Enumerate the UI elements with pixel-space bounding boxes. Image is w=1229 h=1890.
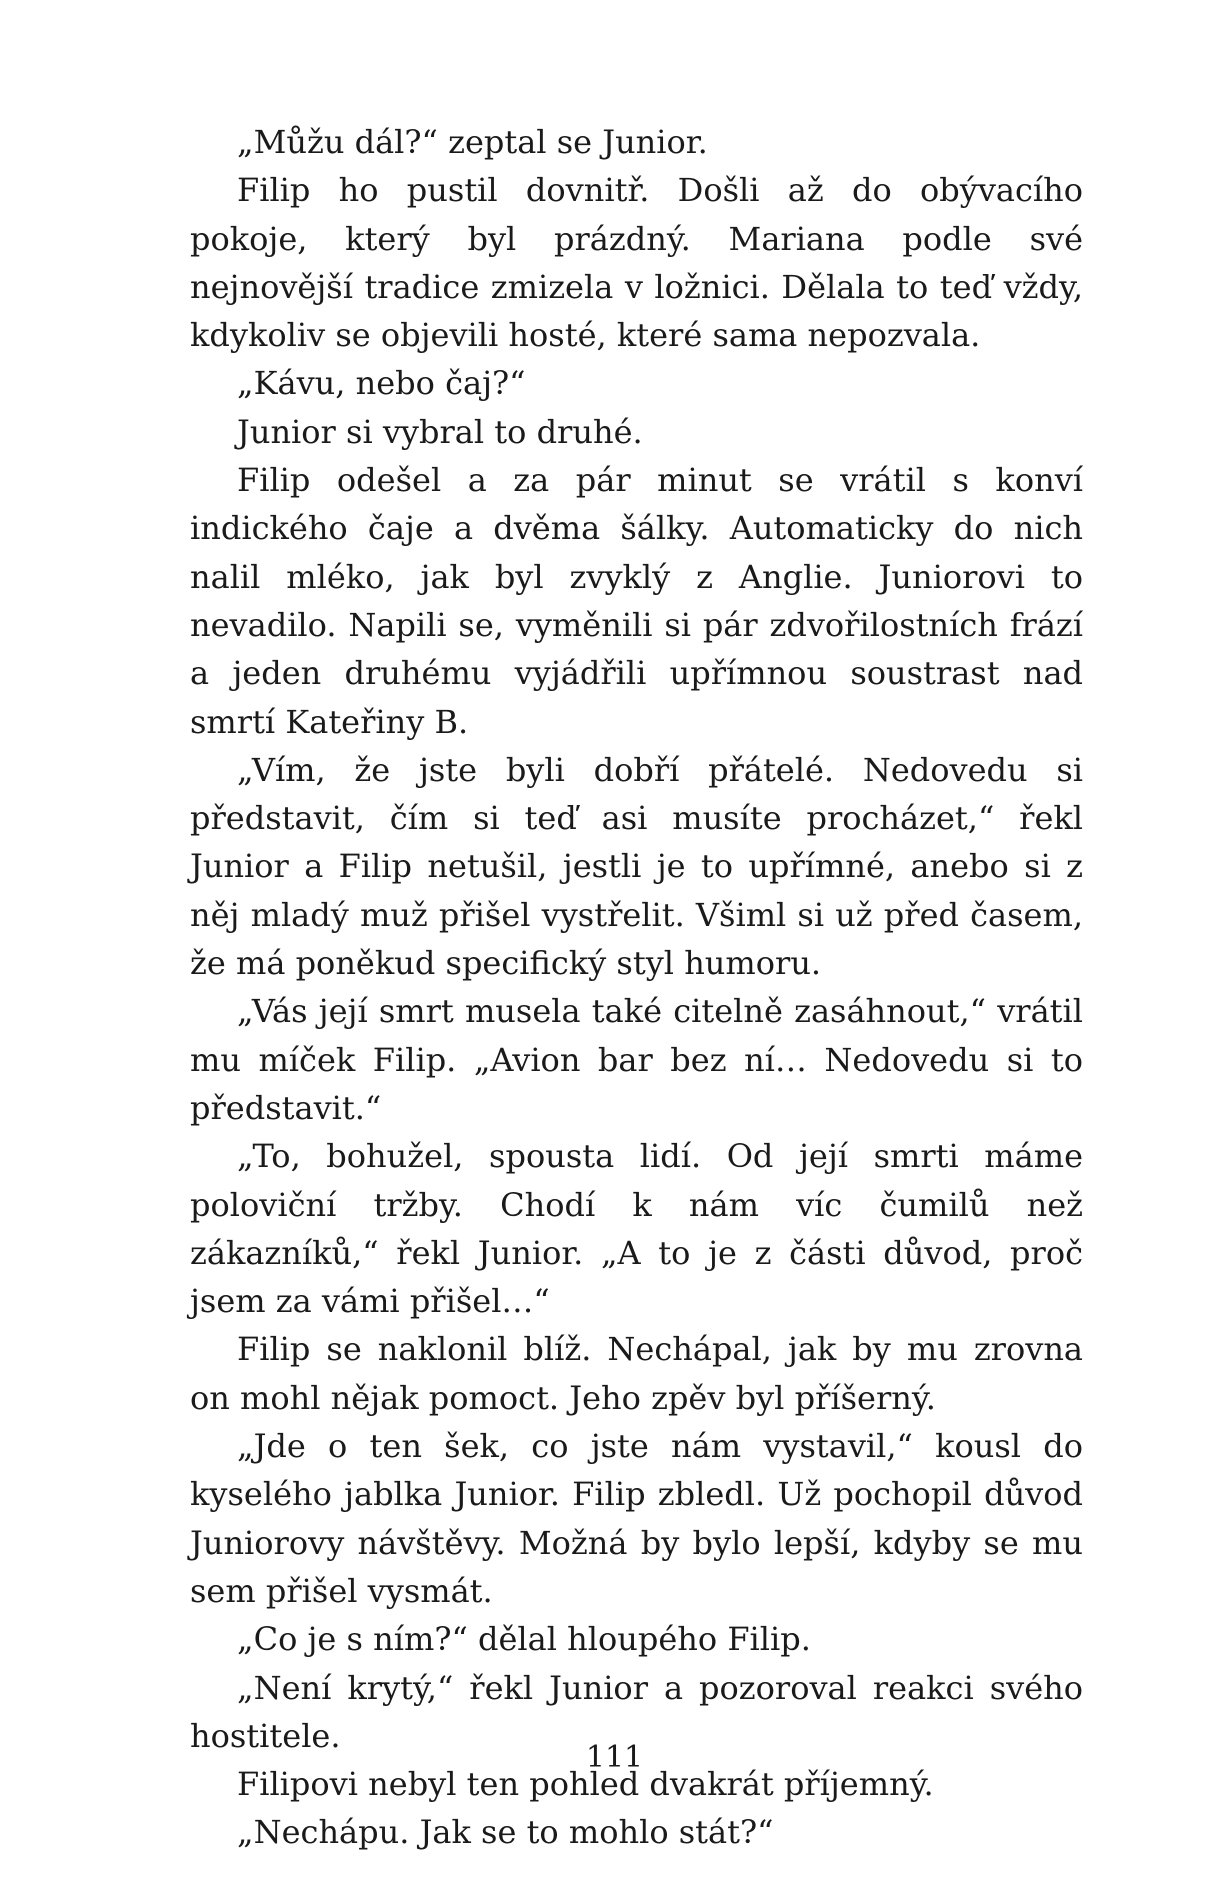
paragraph: „Jde o ten šek, co jste nám vystavil,“ kousl do kyselého jablka Junior. Filip zbledl. Už pochopil důvod Juniorovy návštěvy. Možná by bylo lepší, kdyby se mu sem přišel vysmát. [190, 1427, 1083, 1610]
paragraph: „Můžu dál?“ zeptal se Junior. [237, 123, 708, 161]
paragraph: „Nechápu. Jak se to mohlo stát?“ [237, 1813, 774, 1852]
paragraph: „Vím, že jste byli dobří přátelé. Nedovedu si představit, čím si teď asi musíte procházet,“ řekl Junior a Filip netušil, jestli je to upřímné, anebo si z něj mladý muž přišel vystřelit. Všiml si už před časem, že má poněkud specifický styl humoru. [190, 750, 1083, 983]
page-body [190, 118, 1083, 1857]
paragraph: Junior si vybral to druhé. [237, 412, 643, 451]
paragraph: „Co je s ním?“ dělal hloupého Filip. [237, 1620, 811, 1659]
paragraph: „Vás její smrt musela také citelně zasáhnout,“ vrátil mu míček Filip. „Avion bar bez ní… Nedovedu si to představit.“ [190, 992, 1083, 1127]
paragraph: „To, bohužel, spousta lidí. Od její smrti máme poloviční tržby. Chodí k nám víc čumilů než zákazníků,“ řekl Junior. „A to je z části důvod, proč jsem za vámi přišel…“ [190, 1137, 1083, 1321]
paragraph: Filip se naklonil blíž. Nechápal, jak by mu zrovna on mohl nějak pomoct. Jeho zpěv byl příšerný. [190, 1330, 1083, 1417]
page-number: 111 [585, 1740, 644, 1775]
paragraph: Filip odešel a za pár minut se vrátil s konví indického čaje a dvěma šálky. Automaticky do nich nalil mléko, jak byl zvyklý z Anglie. Juniorovi to nevadilo. Napili se, vyměnili si pár zdvořilostních frází a jeden druhému vyjádřili upřímnou soustrast nad smrtí Kateřiny B. [190, 461, 1083, 741]
paragraph: Filipovi nebyl ten pohled dvakrát příjemný. [237, 1765, 934, 1804]
paragraph: „Kávu, nebo čaj?“ [237, 364, 526, 403]
paragraph: Filip ho pustil dovnitř. Došli až do obývacího pokoje, který byl prázdný. Mariana podle své nejnovější tradice zmizela v ložnici. Dělala to teď vždy, kdykoliv se objevili hosté, které sama nepozvala. [190, 171, 1083, 355]
paragraph: „Není krytý,“ řekl Junior a pozoroval reakci svého hostitele. [190, 1668, 1083, 1755]
